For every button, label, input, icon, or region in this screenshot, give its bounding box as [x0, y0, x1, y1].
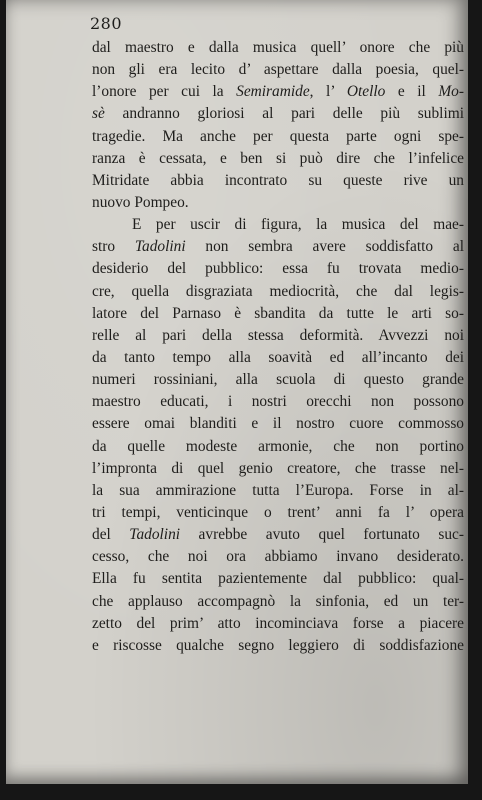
- italic-text: Semiramide: [236, 83, 310, 101]
- italic-text: sè: [92, 105, 105, 123]
- text-segment: da quelle modeste armonie, che non portino: [92, 437, 464, 455]
- text-segment: avrebbe avuto quel fortunato suc-: [180, 526, 464, 544]
- text-segment: zetto del prim’ atto incominciava forse a piacere: [92, 614, 464, 632]
- text-segment: maestro educati, i nostri orecchi non possono: [92, 393, 464, 411]
- text-segment: nuovo Pompeo.: [92, 193, 189, 211]
- text-segment: tri tempi, venticinque o trent’ anni fa l’ opera: [92, 503, 464, 521]
- text-line: [92, 413, 464, 435]
- paragraph: [92, 214, 464, 657]
- italic-text: Tadolini: [134, 238, 186, 256]
- italic-text: Mo-: [438, 83, 464, 101]
- text-segment: da tanto tempo alla soavità ed all’incanto dei: [92, 348, 464, 366]
- text-line: [92, 258, 464, 280]
- text-line: [92, 170, 464, 192]
- italic-text: Otello: [346, 83, 386, 101]
- text-line: [92, 480, 464, 502]
- text-line: [92, 325, 464, 347]
- text-line: [92, 568, 464, 590]
- text-line: [92, 546, 464, 568]
- text-line: [92, 591, 464, 613]
- text-line: [92, 369, 464, 391]
- page-number: 280: [90, 14, 123, 33]
- italic-text: Tadolini: [129, 526, 181, 544]
- text-line: [92, 37, 464, 59]
- text-segment: del: [92, 526, 130, 544]
- text-line: [92, 81, 464, 103]
- text-line: [92, 236, 464, 258]
- text-segment: la sua ammirazione tutta l’Europa. Forse in al-: [92, 481, 464, 499]
- body-text: [92, 37, 464, 657]
- text-segment: e riscosse qualche segno leggiero di soddisfazione: [92, 636, 464, 654]
- text-segment: cesso, che noi ora abbiamo invano desiderato.: [92, 548, 464, 566]
- text-line: [92, 148, 464, 170]
- text-line: [92, 126, 464, 148]
- text-segment: non gli era lecito d’ aspettare dalla poesia, quel-: [92, 61, 464, 79]
- text-line: [92, 347, 464, 369]
- text-line: [92, 59, 464, 81]
- text-line: [92, 502, 464, 524]
- text-line: [92, 635, 464, 657]
- text-segment: numeri rossiniani, alla scuola di questo grande: [92, 371, 464, 389]
- text-line: [92, 214, 464, 236]
- text-segment: non sembra avere soddisfatto al: [185, 238, 465, 256]
- text-line: [92, 391, 464, 413]
- text-segment: ranza è cessata, e ben si può dire che l’infelice: [92, 149, 464, 167]
- text-segment: l’impronta di quel genio creatore, che trasse nel-: [92, 459, 464, 477]
- text-segment: Mitridate abbia incontrato su queste rive un: [92, 171, 464, 189]
- text-line: [92, 436, 464, 458]
- text-segment: andranno gloriosi al pari delle più sublimi: [104, 105, 464, 123]
- text-segment: essere omai blanditi e il nostro cuore commosso: [92, 415, 464, 433]
- text-segment: Ella fu sentita pazientemente dal pubblico: qual-: [92, 570, 464, 588]
- text-segment: e il: [385, 83, 439, 101]
- text-segment: desiderio del pubblico: essa fu trovata medio-: [92, 260, 464, 278]
- text-segment: che applauso accompagnò la sinfonia, ed un ter-: [92, 592, 464, 610]
- book-page: [6, 0, 468, 784]
- text-line: [92, 192, 464, 214]
- text-segment: , l’: [309, 83, 347, 101]
- text-segment: cre, quella disgraziata mediocrità, che dal legis-: [92, 282, 464, 300]
- text-line: [92, 303, 464, 325]
- text-segment: relle al pari della stessa deformità. Avvezzi noi: [92, 326, 464, 344]
- text-segment: l’onore per cui la: [92, 83, 237, 101]
- paragraph: [92, 37, 464, 214]
- text-line: [92, 103, 464, 125]
- text-segment: dal maestro e dalla musica quell’ onore che più: [92, 39, 464, 56]
- text-line: [92, 281, 464, 303]
- text-line: [92, 524, 464, 546]
- text-segment: tragedie. Ma anche per questa parte ogni spe-: [92, 127, 464, 145]
- text-segment: latore del Parnaso è sbandita da tutte le arti so-: [92, 304, 464, 322]
- text-segment: E per uscir di figura, la musica del mae-: [132, 216, 464, 234]
- text-line: [92, 458, 464, 480]
- text-segment: stro: [92, 238, 135, 256]
- text-line: [92, 613, 464, 635]
